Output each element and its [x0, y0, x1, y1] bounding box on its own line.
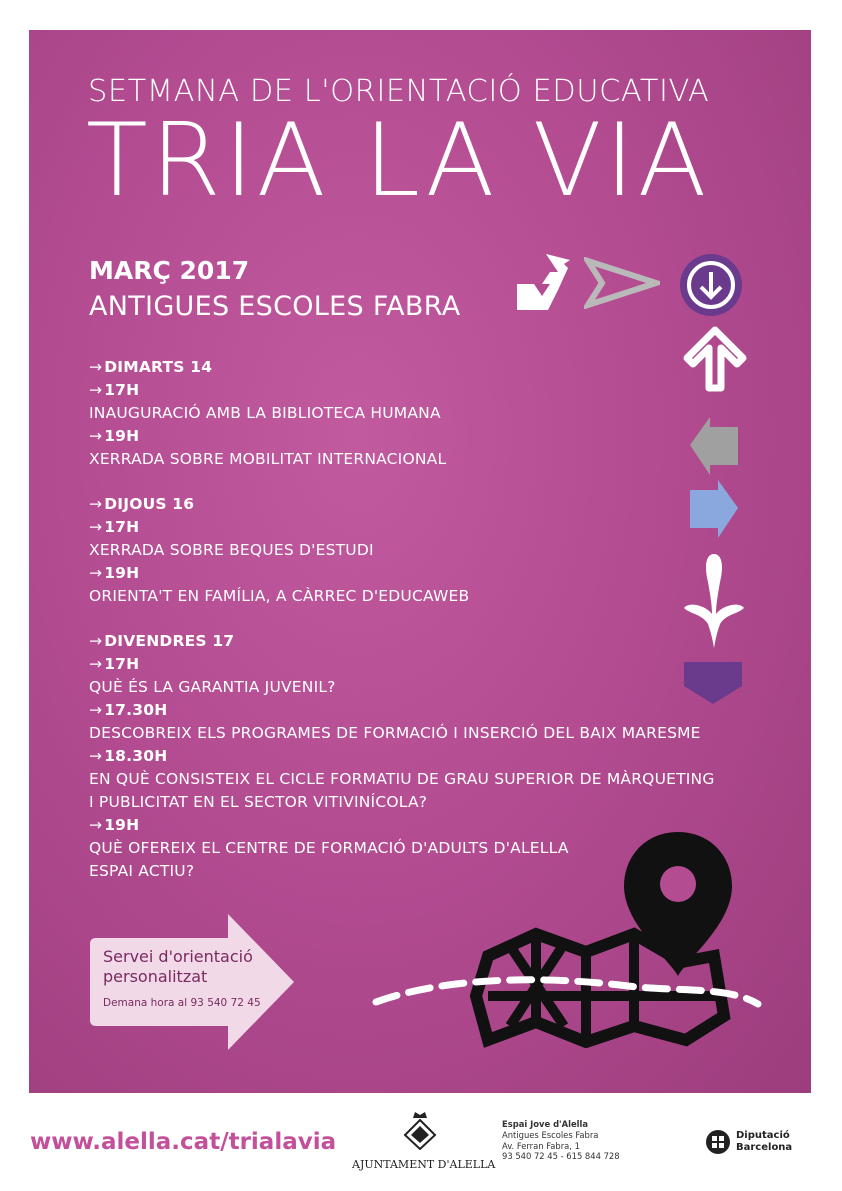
callout-phone: Demana hora al 93 540 72 45 [103, 997, 261, 1009]
event-title: TRIA LA VIA [86, 101, 710, 219]
event-title-continued: ESPAI ACTIU? [89, 862, 195, 880]
event-month: MARÇ 2017 [89, 256, 250, 285]
event-title: QUÈ OFEREIX EL CENTRE DE FORMACIÓ D'ADULTS D'ALELLA [89, 839, 569, 857]
download-circle-icon [676, 250, 746, 320]
branching-arrow-icon [682, 552, 746, 650]
curved-arrow-icon [512, 250, 574, 312]
event-time [89, 425, 715, 448]
diputacio-line2: Barcelona [736, 1142, 793, 1153]
time-label: 18.30H [104, 747, 168, 765]
espai-name: Espai Jove d'Alella [502, 1119, 589, 1129]
event-time [89, 562, 715, 585]
arrow-icon: → [89, 358, 103, 376]
schedule-day [89, 356, 715, 471]
event-title: XERRADA SOBRE BEQUES D'ESTUDI [89, 541, 374, 559]
send-arrow-icon [584, 257, 660, 309]
event-time [89, 745, 715, 768]
schedule-list [89, 356, 715, 905]
event-title: XERRADA SOBRE MOBILITAT INTERNACIONAL [89, 450, 447, 468]
arrow-icon: → [89, 495, 103, 513]
arrow-icon: → [89, 427, 103, 445]
time-label: 17H [104, 518, 140, 536]
event-time [89, 653, 715, 676]
arrow-icon: → [89, 747, 103, 765]
espai-phones: 93 540 72 45 - 615 844 728 [502, 1151, 620, 1162]
arrow-icon: → [89, 816, 103, 834]
day-label: DIJOUS 16 [104, 495, 195, 513]
arrow-icon: → [89, 632, 103, 650]
day-label: DIVENDRES 17 [104, 632, 235, 650]
up-arrow-icon [682, 326, 748, 392]
time-label: 19H [104, 564, 140, 582]
right-arrow-icon [688, 478, 740, 540]
day-heading [89, 356, 715, 379]
time-label: 17.30H [104, 701, 168, 719]
website-link[interactable]: www.alella.cat/trialavia [30, 1129, 337, 1155]
espai-address: Av. Ferran Fabra, 1 [502, 1140, 580, 1151]
orientation-service-callout [90, 912, 296, 1052]
day-heading [89, 493, 715, 516]
ajuntament-logo [352, 1110, 496, 1171]
event-title: QUÈ ÉS LA GARANTIA JUVENIL? [89, 678, 336, 696]
event-time [89, 699, 715, 722]
event-title: INAUGURACIÓ AMB LA BIBLIOTECA HUMANA [89, 404, 441, 422]
arrow-icon: → [89, 564, 103, 582]
arrow-icon: → [89, 655, 103, 673]
coat-of-arms-icon [403, 1110, 437, 1150]
down-arrow-icon [680, 660, 746, 706]
arrow-icon: → [89, 381, 103, 399]
event-title-continued: I PUBLICITAT EN EL SECTOR VITIVINÍCOLA? [89, 793, 428, 811]
event-subtitle: SETMANA DE L'ORIENTACIÓ EDUCATIVA [88, 74, 710, 109]
time-label: 17H [104, 381, 140, 399]
event-title: DESCOBREIX ELS PROGRAMES DE FORMACIÓ I INSERCIÓ DEL BAIX MARESME [89, 724, 701, 742]
diputacio-logo [706, 1130, 792, 1154]
time-label: 19H [104, 427, 140, 445]
event-title: ORIENTA'T EN FAMÍLIA, A CÀRREC D'EDUCAWEB [89, 587, 470, 605]
callout-title: Servei d'orientació personalitzat [103, 947, 253, 986]
diputacio-emblem-icon [706, 1130, 730, 1154]
ajuntament-label: AJUNTAMENT D'ALELLA [352, 1158, 496, 1171]
espai-place: Antigues Escoles Fabra [502, 1129, 599, 1140]
time-label: 19H [104, 816, 140, 834]
diputacio-line1: Diputació [736, 1130, 790, 1141]
arrow-icon: → [89, 518, 103, 536]
map-location-pin-icon [368, 826, 768, 1048]
schedule-day [89, 493, 715, 608]
left-arrow-icon [688, 415, 740, 477]
event-title: EN QUÈ CONSISTEIX EL CICLE FORMATIU DE GRAU SUPERIOR DE MÀRQUETING [89, 770, 715, 788]
event-time [89, 516, 715, 539]
time-label: 17H [104, 655, 140, 673]
event-venue: ANTIGUES ESCOLES FABRA [89, 291, 461, 322]
arrow-icon: → [89, 701, 103, 719]
day-heading [89, 630, 715, 653]
event-time [89, 379, 715, 402]
day-label: DIMARTS 14 [104, 358, 213, 376]
espai-jove-info [502, 1119, 620, 1162]
